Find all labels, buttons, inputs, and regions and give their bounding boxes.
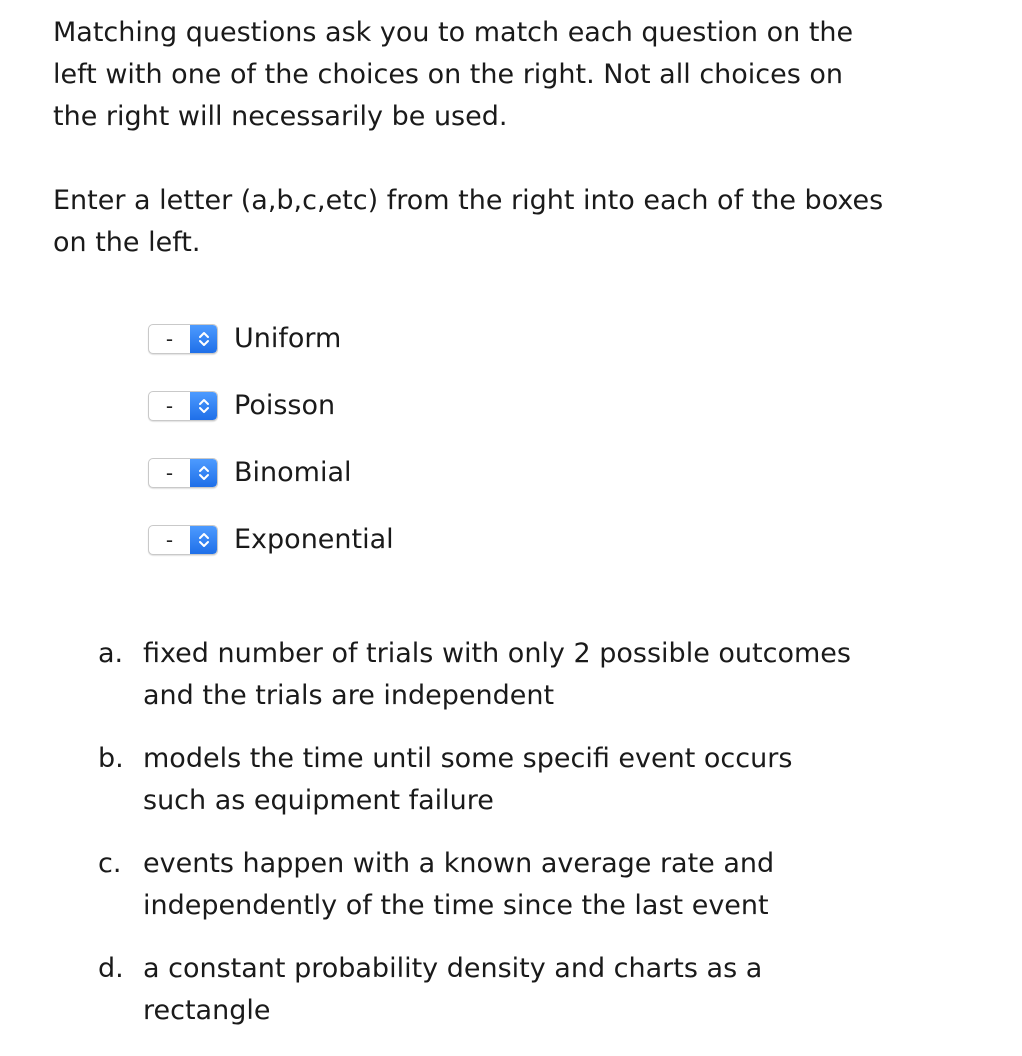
up-down-chevron-icon <box>190 459 217 487</box>
match-select-exponential[interactable] <box>148 525 218 555</box>
choice-text: fixed number of trials with only 2 possible outcomes and the trials are independent <box>143 638 851 711</box>
match-label: Binomial <box>234 456 352 488</box>
match-row-exponential <box>148 506 394 573</box>
select-value: - <box>165 460 174 485</box>
choice-letter: c. <box>98 848 122 879</box>
choice-c <box>98 843 858 927</box>
match-select-poisson[interactable] <box>148 391 218 421</box>
question-page <box>53 12 953 264</box>
choice-b <box>98 738 858 822</box>
choice-text: models the time until some specifi event occurs such as equipment failure <box>143 743 793 816</box>
match-label: Poisson <box>234 389 336 421</box>
choice-text: events happen with a known average rate and independently of the time since the last event <box>143 848 775 921</box>
match-row-uniform <box>148 305 394 372</box>
choice-text: a constant probability density and charts as a rectangle <box>143 953 763 1026</box>
match-label: Uniform <box>234 322 342 354</box>
match-row-binomial <box>148 439 394 506</box>
up-down-chevron-icon <box>190 526 217 554</box>
select-value: - <box>165 527 174 552</box>
match-list <box>148 305 394 573</box>
instructions-paragraph-2: Enter a letter (a,b,c,etc) from the right into each of the boxes on the left. <box>53 185 884 258</box>
choice-letter: a. <box>98 638 124 669</box>
choice-d <box>98 948 858 1032</box>
select-value: - <box>165 326 174 351</box>
match-row-poisson <box>148 372 394 439</box>
select-value: - <box>165 393 174 418</box>
choice-list <box>98 633 858 1053</box>
match-select-uniform[interactable] <box>148 324 218 354</box>
match-select-binomial[interactable] <box>148 458 218 488</box>
choice-letter: b. <box>98 743 124 774</box>
up-down-chevron-icon <box>190 325 217 353</box>
up-down-chevron-icon <box>190 392 217 420</box>
choice-a <box>98 633 858 717</box>
match-label: Exponential <box>234 523 394 555</box>
instructions-paragraph-1: Matching questions ask you to match each question on the left with one of the choices on the right. Not all choices on the right will necessarily be used. <box>53 17 854 132</box>
choice-letter: d. <box>98 953 124 984</box>
